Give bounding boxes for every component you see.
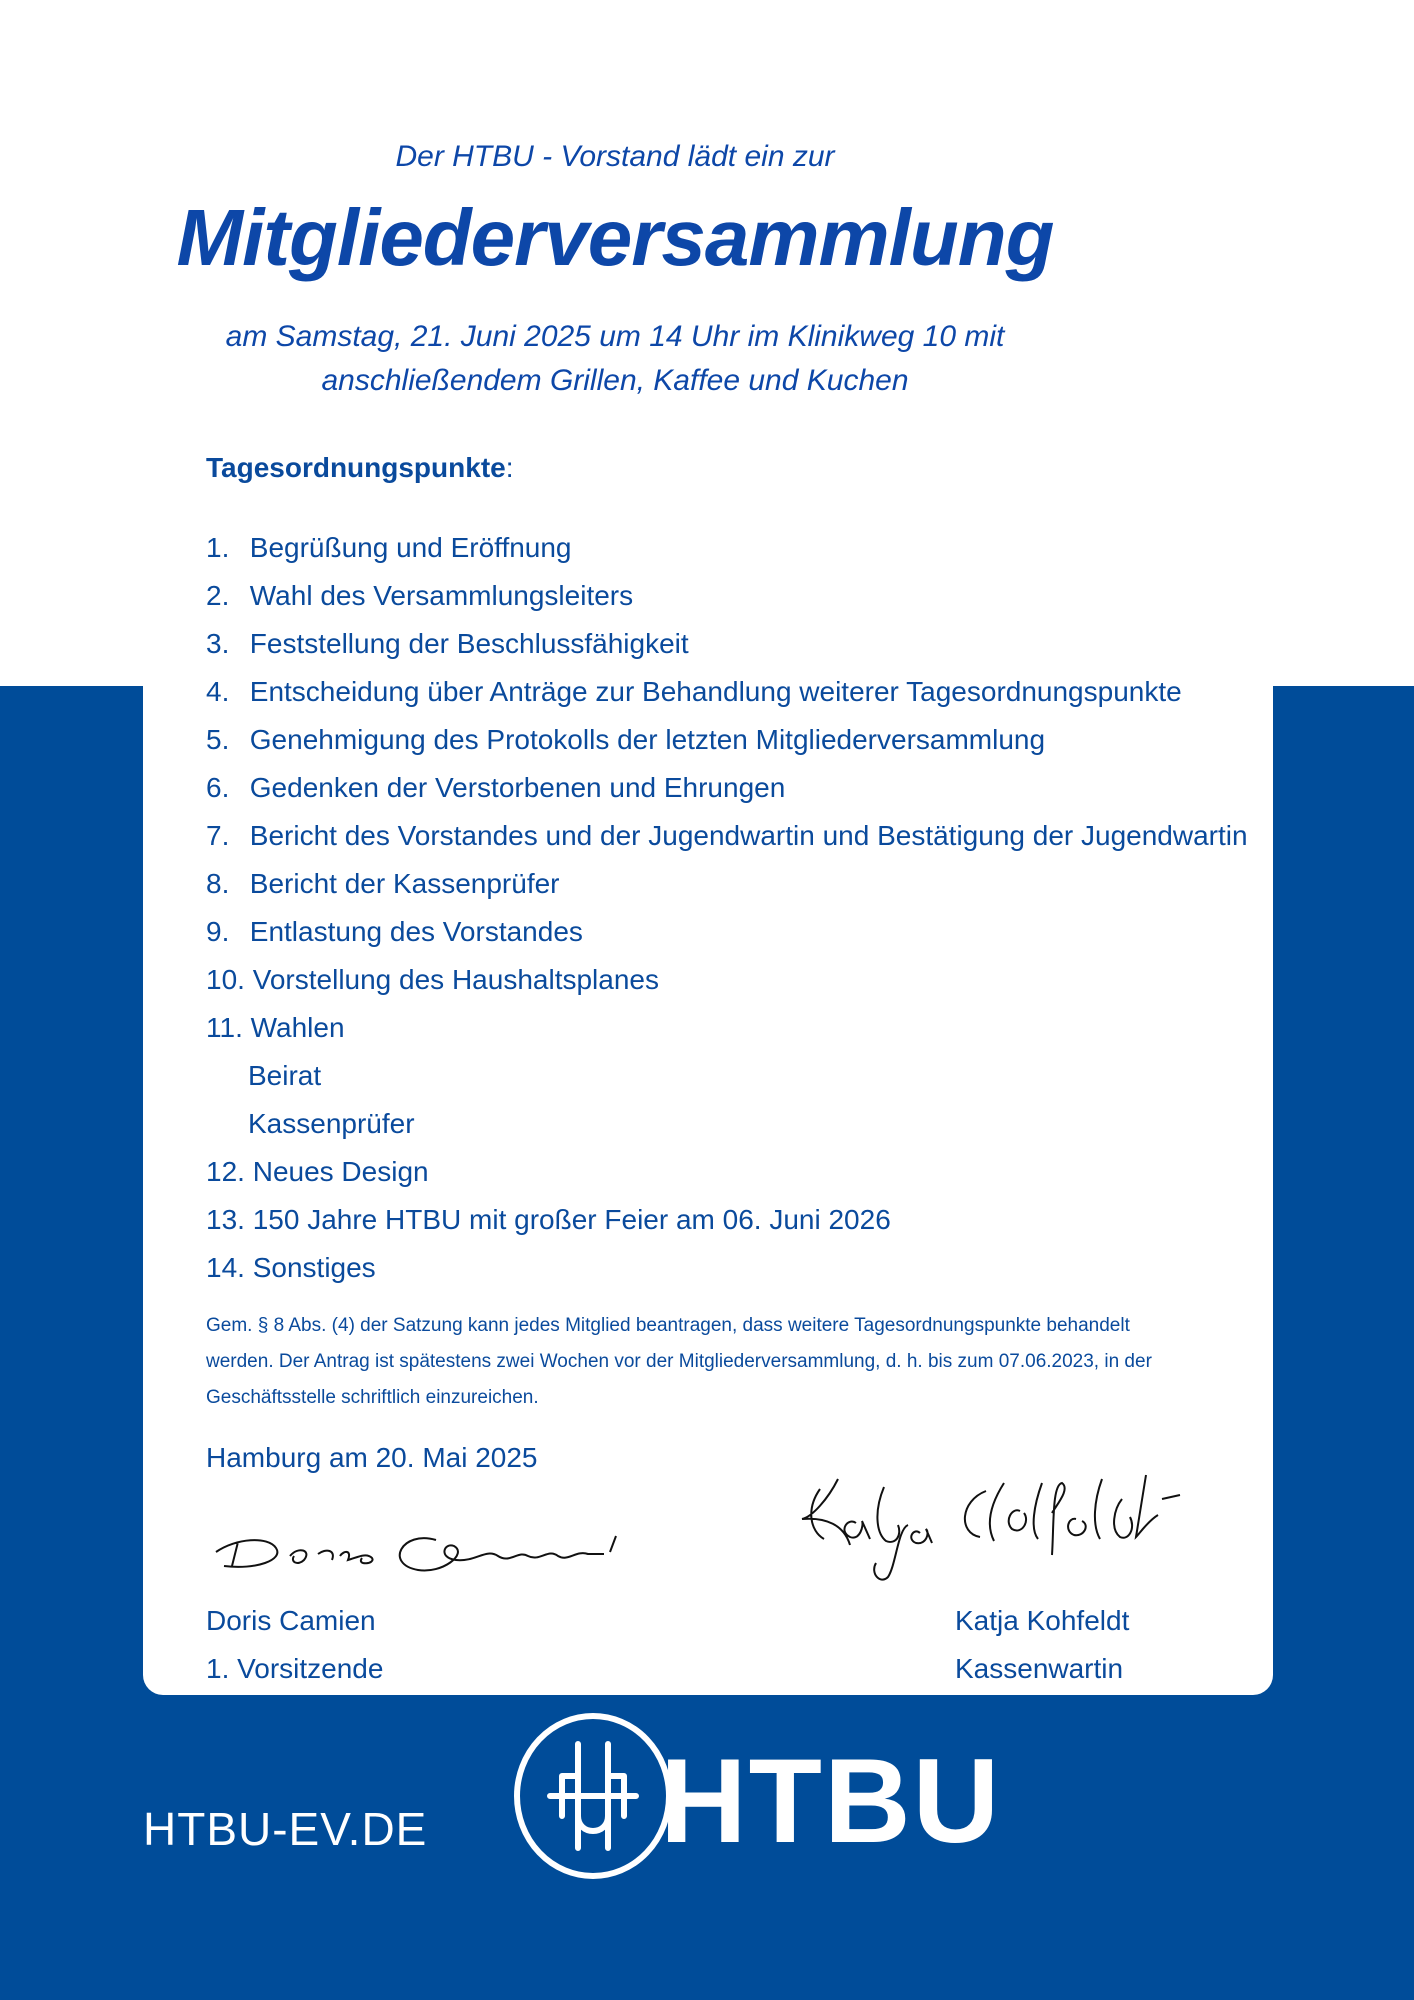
agenda-item-number: 14. (206, 1252, 245, 1283)
agenda-item-number: 4. (206, 676, 230, 707)
signature-katja-kohfeldt (790, 1455, 1210, 1595)
agenda-item (206, 1148, 1248, 1196)
statute-note (206, 1308, 1206, 1416)
event-details (0, 315, 1230, 403)
page-title: Mitgliederversammlung (176, 193, 1054, 282)
statute-note-line-3: Geschäftsstelle schriftlich einzureichen. (206, 1387, 539, 1408)
website-link[interactable]: HTBU-EV.DE (143, 1803, 428, 1855)
agenda-item (206, 812, 1248, 860)
htbu-logo-text: HTBU (660, 1734, 1002, 1868)
agenda-item-number: 1. (206, 532, 230, 563)
agenda-item-text: Begrüßung und Eröffnung (249, 532, 572, 563)
agenda-item (206, 716, 1248, 764)
agenda-subitem-text: Kassenprüfer (248, 1108, 415, 1139)
agenda-heading-colon: : (505, 452, 514, 483)
agenda-item-text: Vorstellung des Haushaltsplanes (252, 964, 659, 995)
agenda-item-number: 5. (206, 724, 230, 755)
signatory-right-role: Kassenwartin (955, 1653, 1124, 1684)
agenda-item-number: 10. (206, 964, 245, 995)
agenda-subitem-text: Beirat (248, 1060, 322, 1091)
agenda-item (206, 668, 1248, 716)
agenda-item-text: Feststellung der Beschlussfähigkeit (249, 628, 689, 659)
agenda-list (206, 524, 1248, 1292)
agenda-item-text: Wahl des Versammlungsleiters (249, 580, 634, 611)
agenda-item (206, 1196, 1248, 1244)
agenda-item (206, 572, 1248, 620)
signature-doris-camien (206, 1500, 646, 1580)
agenda-item-number: 13. (206, 1204, 245, 1235)
agenda-item-number: 3. (206, 628, 230, 659)
agenda-item-text: Neues Design (252, 1156, 429, 1187)
signatory-right-name: Katja Kohfeldt (955, 1605, 1130, 1636)
agenda-item-number: 8. (206, 868, 230, 899)
agenda-item-number: 9. (206, 916, 230, 947)
agenda-subitem (206, 1052, 1248, 1100)
agenda-item-number: 11. (206, 1012, 243, 1043)
place-and-date: Hamburg am 20. Mai 2025 (206, 1442, 538, 1473)
agenda-item (206, 908, 1248, 956)
agenda-heading (206, 452, 514, 484)
agenda-item-text: Genehmigung des Protokolls der letzten Mitgliederversammlung (249, 724, 1046, 755)
htbu-monogram-icon (512, 1712, 674, 1880)
agenda-item-text: 150 Jahre HTBU mit großer Feier am 06. Juni 2026 (252, 1204, 891, 1235)
agenda-item-text: Entscheidung über Anträge zur Behandlung weiterer Tagesordnungspunkte (249, 676, 1182, 707)
agenda-item-text: Sonstiges (252, 1252, 376, 1283)
agenda-subitem (206, 1100, 1248, 1148)
agenda-heading-text: Tagesordnungspunkte (206, 452, 506, 483)
agenda-item-number: 12. (206, 1156, 245, 1187)
agenda-item-number: 6. (206, 772, 230, 803)
agenda-item (206, 956, 1248, 1004)
invitation-intro: Der HTBU - Vorstand lädt ein zur (395, 140, 835, 173)
agenda-item (206, 1004, 1248, 1052)
event-details-line-1: am Samstag, 21. Juni 2025 um 14 Uhr im Klinikweg 10 mit (225, 320, 1005, 353)
signatory-left (206, 1597, 383, 1693)
agenda-item-text: Bericht der Kassenprüfer (249, 868, 560, 899)
statute-note-line-1: Gem. § 8 Abs. (4) der Satzung kann jedes Mitglied beantragen, dass weitere Tagesordnungspunkte behandelt (206, 1315, 1130, 1336)
event-details-line-2: anschließendem Grillen, Kaffee und Kuchen (321, 364, 909, 397)
agenda-item (206, 620, 1248, 668)
signatory-left-role: 1. Vorsitzende (206, 1653, 384, 1684)
signatory-right (955, 1597, 1129, 1693)
agenda-item-text: Gedenken der Verstorbenen und Ehrungen (249, 772, 786, 803)
agenda-item-text: Bericht des Vorstandes und der Jugendwartin und Bestätigung der Jugendwartin (249, 820, 1248, 851)
agenda-item-text: Wahlen (250, 1012, 345, 1043)
agenda-item-number: 7. (206, 820, 230, 851)
agenda-item (206, 860, 1248, 908)
agenda-item (206, 524, 1248, 572)
agenda-item (206, 1244, 1248, 1292)
signatory-left-name: Doris Camien (206, 1605, 376, 1636)
agenda-item-number: 2. (206, 580, 230, 611)
agenda-item (206, 764, 1248, 812)
agenda-item-text: Entlastung des Vorstandes (249, 916, 583, 947)
statute-note-line-2: werden. Der Antrag ist spätestens zwei Wochen vor der Mitgliederversammlung, d. h. bis zum 07.06.2023, in der (206, 1351, 1152, 1372)
